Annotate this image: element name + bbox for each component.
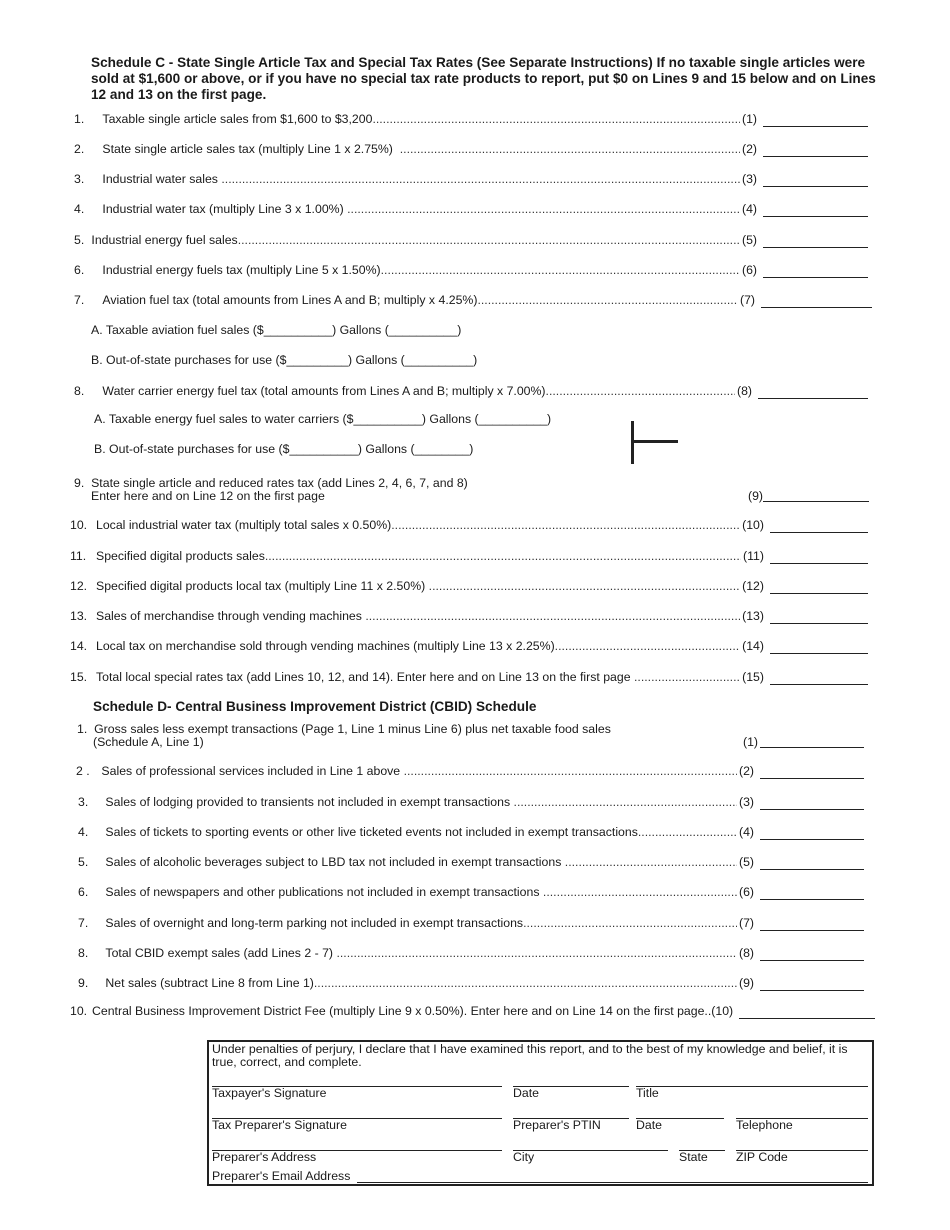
sched-d-line-2: [66, 764, 864, 779]
line-label: Central Business Improvement District Fee (multiply Line 9 x 0.50%). Enter here and on Line 14 on the first page: [92, 1004, 705, 1018]
line-label-cont: (Schedule A, Line 1): [93, 734, 204, 749]
amount-field[interactable]: [763, 234, 868, 248]
amount-field[interactable]: [760, 856, 864, 870]
sched-d-line-1: [66, 723, 864, 748]
amount-field[interactable]: [760, 977, 864, 991]
preparer-date-label: Date: [636, 1118, 662, 1132]
schedule-c-title: Schedule C - State Single Article Tax and Special Tax Rates (See Separate Instructions) If no taxable single articles were sold at $1,600 or above, or if you have no special tax rate products to report, put $0 on Lines 9 and 15 below and on Lines 12 and 13 on the first page.: [91, 55, 876, 102]
line-num: 4.: [74, 202, 85, 216]
line-num: 9.: [74, 476, 85, 490]
preparer-email-label: Preparer's Email Address: [212, 1169, 351, 1183]
sched-c-line-7: [66, 293, 872, 308]
amount-field[interactable]: [763, 113, 868, 127]
taxpayer-title-field[interactable]: [636, 1086, 868, 1087]
schedule-d-title: Schedule D- Central Business Improvement District (CBID) Schedule: [93, 699, 537, 714]
amount-field[interactable]: [763, 490, 869, 502]
line-code: (4): [741, 202, 757, 216]
line-label: Industrial water sales: [102, 172, 218, 186]
sched-c-line-7a[interactable]: A. Taxable aviation fuel sales ($__________) Gallons (__________): [91, 323, 462, 337]
line-num: 6.: [78, 885, 89, 899]
line-code: (3): [738, 795, 754, 809]
amount-field[interactable]: [770, 610, 868, 624]
line-code: (11): [743, 549, 764, 563]
line-code: (5): [741, 233, 757, 247]
line-code: (4): [738, 825, 754, 839]
line-num: 10.: [70, 1004, 88, 1018]
line-num: 11.: [70, 549, 87, 563]
title-label: Title: [636, 1086, 659, 1100]
amount-field[interactable]: [763, 143, 868, 157]
zip-label: ZIP Code: [736, 1150, 788, 1164]
line-num: 1.: [77, 722, 88, 736]
sched-c-line-8: [66, 384, 868, 399]
sched-c-line-7b[interactable]: B. Out-of-state purchases for use ($_________) Gallons (__________): [91, 353, 478, 367]
line-label: Taxable single article sales from $1,600 to $3,200: [102, 112, 373, 126]
amount-field[interactable]: [760, 765, 864, 779]
preparer-signature-label: Tax Preparer's Signature: [212, 1118, 347, 1132]
line-num: 5.: [74, 233, 85, 247]
line-code: (3): [741, 172, 757, 186]
amount-field[interactable]: [763, 264, 868, 278]
sched-c-line-14: [66, 639, 868, 654]
line-code: (9): [738, 976, 754, 990]
preparer-address-label: Preparer's Address: [212, 1150, 317, 1164]
line-label-cont: Enter here and on Line 12 on the first page: [91, 488, 325, 503]
line-label: State single article sales tax (multiply Line 1 x 2.75%): [102, 142, 393, 156]
line-num: 3.: [78, 795, 89, 809]
date-label: Date: [513, 1086, 539, 1100]
sched-d-line-6: [66, 885, 864, 900]
amount-field[interactable]: [763, 173, 868, 187]
line-code: (1): [741, 112, 757, 126]
line-code: (15): [742, 670, 764, 684]
amount-field[interactable]: [770, 580, 868, 594]
line-label: Specified digital products local tax (multiply Line 11 x 2.50%): [96, 579, 426, 593]
line-num: 10.: [70, 518, 88, 532]
line-num: 2 .: [76, 764, 90, 778]
amount-field[interactable]: [760, 826, 864, 840]
line-num: 6.: [74, 263, 85, 277]
line-num: 7.: [74, 293, 85, 307]
sched-d-line-7: [66, 916, 864, 931]
line-code: (10): [742, 518, 764, 532]
line-label: Sales of tickets to sporting events or other live ticketed events not included in exempt transactions: [105, 825, 638, 839]
sched-c-line-12: [66, 579, 868, 594]
line-label: State single article and reduced rates tax (add Lines 2, 4, 6, 7, and 8): [91, 476, 468, 490]
amount-field[interactable]: [760, 947, 864, 961]
line-num: 8.: [74, 384, 85, 398]
line-num: 8.: [78, 946, 89, 960]
sched-c-line-9: [66, 477, 869, 502]
amount-field[interactable]: [770, 519, 868, 533]
line-label: Industrial energy fuel sales: [91, 233, 238, 247]
line-code: (12): [742, 579, 764, 593]
line-code: (8): [738, 946, 754, 960]
line-num: 15.: [70, 670, 88, 684]
line-label: Gross sales less exempt transactions (Page 1, Line 1 minus Line 6) plus net taxable food sales: [94, 722, 611, 736]
line-label: Specified digital products sales: [96, 549, 265, 563]
line-label: Sales of alcoholic beverages subject to LBD tax not included in exempt transactions: [105, 855, 562, 869]
sched-c-line-8b[interactable]: B. Out-of-state purchases for use ($__________) Gallons (________): [94, 442, 474, 456]
preparer-email-field[interactable]: [357, 1182, 868, 1183]
amount-field[interactable]: [770, 550, 868, 564]
registration-mark-horizontal: [631, 440, 678, 443]
line-label: Local tax on merchandise sold through vending machines (multiply Line 13 x 2.25%): [96, 639, 555, 653]
sched-d-line-4: [66, 825, 864, 840]
amount-field[interactable]: [770, 671, 868, 685]
line-label: Net sales (subtract Line 8 from Line 1): [105, 976, 314, 990]
sched-d-line-10: [70, 1004, 875, 1019]
line-code: (7): [738, 916, 754, 930]
line-code: (8): [736, 384, 752, 398]
line-code: (14): [742, 639, 764, 653]
sched-d-line-8: [66, 946, 864, 961]
line-code: (9): [747, 488, 763, 503]
line-label: Industrial energy fuels tax (multiply Line 5 x 1.50%): [102, 263, 381, 277]
city-field[interactable]: [513, 1150, 668, 1151]
line-code: (6): [738, 885, 754, 899]
signature-box: [207, 1040, 874, 1186]
line-label: Sales of professional services included in Line 1 above: [101, 764, 401, 778]
amount-field[interactable]: [760, 736, 864, 748]
city-label: City: [513, 1150, 535, 1164]
line-label: Total CBID exempt sales (add Lines 2 - 7): [105, 946, 334, 960]
sched-c-line-10: [66, 518, 868, 533]
sched-c-line-1: [66, 112, 868, 127]
line-num: 12.: [70, 579, 88, 593]
line-code: (5): [738, 855, 754, 869]
sched-c-line-4: [66, 202, 868, 217]
perjury-declaration: Under penalties of perjury, I declare that I have examined this report, and to the best of my knowledge and belief, it is true, correct, and complete.: [212, 1042, 848, 1069]
line-num: 7.: [78, 916, 89, 930]
line-code: (7): [739, 293, 755, 307]
line-num: 1.: [74, 112, 85, 126]
amount-field[interactable]: [761, 294, 872, 308]
line-label: Water carrier energy fuel tax (total amounts from Lines A and B; multiply x 7.00%): [102, 384, 546, 398]
sched-c-line-11: [66, 549, 868, 564]
amount-field[interactable]: [763, 203, 868, 217]
amount-field[interactable]: [760, 796, 864, 810]
line-label: Local industrial water tax (multiply total sales x 0.50%): [96, 518, 392, 532]
line-code: (6): [741, 263, 757, 277]
sched-d-line-3: [66, 795, 864, 810]
line-code: (2): [741, 142, 757, 156]
sched-d-line-5: [66, 855, 864, 870]
line-label: Industrial water tax (multiply Line 3 x 1.00%): [102, 202, 344, 216]
state-label: State: [679, 1150, 708, 1164]
line-num: 13.: [70, 609, 88, 623]
line-num: 3.: [74, 172, 85, 186]
amount-field[interactable]: [770, 640, 868, 654]
line-label: Total local special rates tax (add Lines 10, 12, and 14). Enter here and on Line 13 on the first page: [96, 670, 631, 684]
line-num: 9.: [78, 976, 89, 990]
sched-c-line-6: [66, 263, 868, 278]
line-num: 14.: [70, 639, 88, 653]
amount-field[interactable]: [760, 917, 864, 931]
line-label: Sales of lodging provided to transients not included in exempt transactions: [105, 795, 511, 809]
sched-c-line-15: [66, 670, 868, 685]
line-label: Sales of newspapers and other publications not included in exempt transactions: [105, 885, 540, 899]
line-label: Sales of merchandise through vending machines: [96, 609, 362, 623]
amount-field[interactable]: [739, 1005, 875, 1019]
line-code: (2): [738, 764, 754, 778]
line-code: (1): [742, 734, 758, 749]
line-num: 4.: [78, 825, 89, 839]
telephone-label: Telephone: [736, 1118, 793, 1132]
amount-field[interactable]: [758, 385, 868, 399]
line-code: ..(10): [704, 1004, 734, 1018]
line-num: 2.: [74, 142, 85, 156]
sched-c-line-5: [66, 233, 868, 248]
sched-c-line-13: [66, 609, 868, 624]
sched-c-line-3: [66, 172, 868, 187]
preparer-ptin-label: Preparer's PTIN: [513, 1118, 601, 1132]
sched-d-line-9: [66, 976, 864, 991]
line-code: (13): [742, 609, 764, 623]
sched-c-line-2: [66, 142, 868, 157]
line-num: 5.: [78, 855, 89, 869]
line-label: Aviation fuel tax (total amounts from Lines A and B; multiply x 4.25%): [102, 293, 478, 307]
amount-field[interactable]: [760, 886, 864, 900]
taxpayer-signature-label: Taxpayer's Signature: [212, 1086, 327, 1100]
line-label: Sales of overnight and long-term parking not included in exempt transactions: [105, 916, 524, 930]
sched-c-line-8a[interactable]: A. Taxable energy fuel sales to water carriers ($__________) Gallons (__________): [94, 412, 552, 426]
